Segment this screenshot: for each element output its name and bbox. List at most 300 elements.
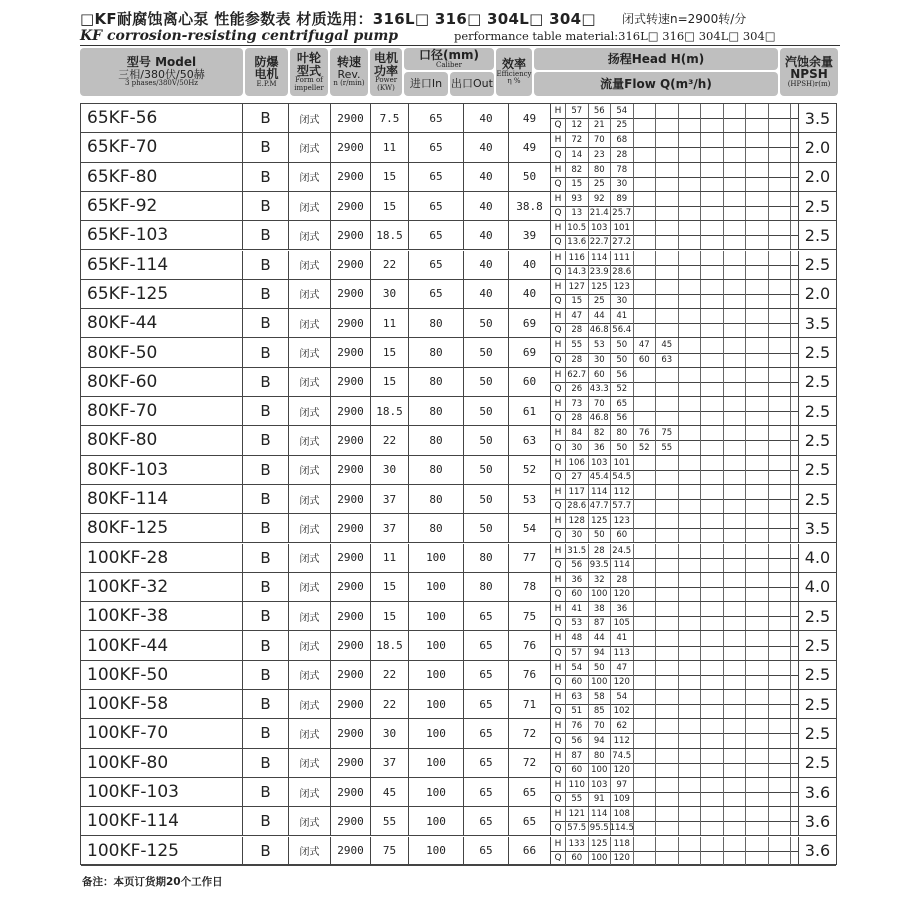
head-values [551,338,798,353]
rev-cell: 2900 [331,104,371,132]
rev-cell: 2900 [331,485,371,513]
flow-value [701,382,724,396]
flow-label: Q [551,323,566,337]
head-label: H [551,837,566,851]
flow-value: 47.7 [589,499,612,513]
flow-value [769,206,792,220]
model-cell: 100KF-114 [81,807,243,835]
flow-value [656,528,679,542]
epm-cell: B [243,514,289,542]
head-value [656,309,679,323]
head-value: 65 [611,397,634,411]
flow-value [701,323,724,337]
flow-value [701,206,724,220]
flow-value: 63 [656,353,679,367]
efficiency-cell: 66 [509,837,551,865]
head-label: H [551,338,566,352]
head-label: H [551,397,566,411]
head-value: 70 [589,719,612,733]
flow-value: 55 [566,792,589,806]
flow-value [634,177,657,191]
flow-value [724,118,747,132]
flow-label: Q [551,851,566,865]
impeller-cell: 闭式 [289,749,331,777]
power-cell: 15 [371,573,409,601]
power-cell: 7.5 [371,104,409,132]
head-value: 63 [566,690,589,704]
flow-label: Q [551,675,566,689]
head-value [769,280,792,294]
epm-cell: B [243,719,289,747]
table-row [81,719,836,748]
rev-cell: 2900 [331,661,371,689]
head-value [769,163,792,177]
head-value [679,163,702,177]
impeller-cell: 闭式 [289,837,331,865]
flow-value [634,294,657,308]
flow-value [634,851,657,865]
flow-value [769,323,792,337]
flow-value [701,411,724,425]
flow-label: Q [551,147,566,161]
model-cell: 80KF-80 [81,426,243,454]
head-value [656,485,679,499]
model-cell: 100KF-44 [81,631,243,659]
head-value: 76 [566,719,589,733]
npsh-cell: 2.5 [804,430,831,450]
head-value [769,133,792,147]
flow-value [634,616,657,630]
outlet-cell: 50 [464,514,509,542]
flow-value [769,558,792,572]
epm-cell: B [243,544,289,572]
impeller-cell: 闭式 [289,719,331,747]
impeller-cell: 闭式 [289,485,331,513]
head-value [701,514,724,528]
head-value [724,251,747,265]
epm-cell: B [243,749,289,777]
flow-value [679,323,702,337]
flow-value [746,675,769,689]
head-value [679,719,702,733]
flow-value: 26 [566,382,589,396]
head-value: 50 [589,661,612,675]
flow-value [769,499,792,513]
flow-value [634,265,657,279]
head-value: 118 [611,837,634,851]
head-value [634,309,657,323]
head-label: H [551,192,566,206]
flow-value [724,499,747,513]
head-label: H [551,573,566,587]
flow-label: Q [551,792,566,806]
rev-cell: 2900 [331,514,371,542]
flow-value [724,265,747,279]
flow-value [679,294,702,308]
flow-value [701,294,724,308]
npsh-cell: 2.5 [804,606,831,626]
flow-value [634,792,657,806]
head-value [679,426,702,440]
head-value [634,456,657,470]
flow-value [746,294,769,308]
head-value [746,690,769,704]
flow-value [679,440,702,454]
head-value [634,280,657,294]
efficiency-cell: 49 [509,104,551,132]
model-cell: 65KF-103 [81,221,243,249]
head-flow-cell [551,631,799,659]
head-values [551,163,798,178]
efficiency-cell: 71 [509,690,551,718]
flow-label: Q [551,470,566,484]
outlet-cell: 65 [464,690,509,718]
head-values [551,192,798,207]
head-value [746,719,769,733]
efficiency-cell: 60 [509,368,551,396]
efficiency-cell: 39 [509,221,551,249]
head-value [769,221,792,235]
head-value [634,514,657,528]
head-values [551,426,798,441]
flow-value: 30 [611,177,634,191]
rev-cell: 2900 [331,837,371,865]
header-npsh: 汽蚀余量 NPSH (HPSH)r(m) [780,48,838,96]
rev-cell: 2900 [331,807,371,835]
flow-value [679,118,702,132]
flow-value [701,440,724,454]
header-model: 型号 Model 三相/380伏/50赫 3 phases/380V/50Hz [80,48,243,96]
head-value: 62 [611,719,634,733]
head-value: 111 [611,251,634,265]
flow-value [769,177,792,191]
head-value [724,338,747,352]
table-row [81,192,836,221]
head-value [656,397,679,411]
flow-value [701,851,724,865]
head-value [769,426,792,440]
flow-value: 60 [634,353,657,367]
outlet-cell: 40 [464,133,509,161]
flow-value [679,616,702,630]
flow-value: 120 [611,763,634,777]
epm-cell: B [243,426,289,454]
table-row [81,631,836,660]
table-row [81,251,836,280]
head-values [551,280,798,295]
head-value [769,690,792,704]
head-value [769,514,792,528]
impeller-cell: 闭式 [289,368,331,396]
inlet-cell: 100 [409,807,464,835]
head-value: 133 [566,837,589,851]
outlet-cell: 65 [464,807,509,835]
rev-cell: 2900 [331,690,371,718]
inlet-cell: 80 [409,309,464,337]
head-value: 108 [611,807,634,821]
flow-value [656,323,679,337]
flow-values [551,851,798,865]
head-label: H [551,631,566,645]
head-value [679,837,702,851]
power-cell: 45 [371,778,409,806]
head-value: 62.7 [566,368,589,382]
flow-label: Q [551,646,566,660]
flow-value: 113 [611,646,634,660]
flow-label: Q [551,177,566,191]
flow-value [656,646,679,660]
power-cell: 15 [371,368,409,396]
flow-label: Q [551,440,566,454]
rev-cell: 2900 [331,719,371,747]
head-value [769,719,792,733]
model-cell: 65KF-56 [81,104,243,132]
inlet-cell: 65 [409,104,464,132]
speed-condition: 闭式转速n=2900转/分 [622,12,747,26]
head-value [746,807,769,821]
flow-values [551,235,798,249]
model-cell: 65KF-80 [81,163,243,191]
head-flow-cell [551,514,799,542]
rev-cell: 2900 [331,544,371,572]
epm-cell: B [243,807,289,835]
head-value [724,573,747,587]
flow-value: 91 [589,792,612,806]
flow-value [679,733,702,747]
flow-value [746,528,769,542]
head-value [701,807,724,821]
impeller-cell: 闭式 [289,456,331,484]
head-value [679,573,702,587]
flow-value: 30 [566,528,589,542]
flow-values [551,704,798,718]
epm-cell: B [243,573,289,601]
flow-value: 25 [589,177,612,191]
flow-value [746,616,769,630]
flow-values [551,763,798,777]
head-value: 50 [611,338,634,352]
flow-value [724,792,747,806]
head-values [551,778,798,793]
head-value: 82 [566,163,589,177]
flow-value [679,265,702,279]
flow-value [746,118,769,132]
flow-value [769,118,792,132]
table-row [81,485,836,514]
head-value: 106 [566,456,589,470]
header-divider [80,45,840,46]
table-row [81,837,836,866]
head-value [634,837,657,851]
flow-value: 28 [566,323,589,337]
npsh-cell: 2.5 [804,723,831,743]
flow-value [724,411,747,425]
head-value [746,778,769,792]
flow-value [769,470,792,484]
head-value [679,778,702,792]
head-value [656,221,679,235]
head-value [679,661,702,675]
power-cell: 55 [371,807,409,835]
head-values [551,368,798,383]
flow-value [746,646,769,660]
npsh-cell: 4.0 [804,548,831,568]
rev-cell: 2900 [331,133,371,161]
head-value [724,544,747,558]
flow-values [551,440,798,454]
head-value: 56 [589,104,612,118]
head-value [769,807,792,821]
flow-value [769,763,792,777]
flow-value [701,763,724,777]
flow-label: Q [551,353,566,367]
head-value [679,485,702,499]
flow-values [551,616,798,630]
flow-value: 52 [611,382,634,396]
head-value [656,163,679,177]
head-value: 47 [634,338,657,352]
head-value [724,690,747,704]
head-value: 78 [611,163,634,177]
outlet-cell: 65 [464,778,509,806]
head-value [701,719,724,733]
flow-value [679,851,702,865]
outlet-cell: 65 [464,837,509,865]
head-value [724,631,747,645]
performance-table [80,103,837,865]
head-label: H [551,368,566,382]
head-value [746,368,769,382]
head-values [551,104,798,119]
head-label: H [551,485,566,499]
table-row [81,104,836,133]
flow-value: 60 [566,851,589,865]
flow-value [746,704,769,718]
head-flow-cell [551,338,799,366]
head-label: H [551,749,566,763]
flow-value: 95.5 [589,821,612,835]
head-value [746,837,769,851]
head-value [724,368,747,382]
rev-cell: 2900 [331,368,371,396]
flow-value: 51 [566,704,589,718]
epm-cell: B [243,631,289,659]
flow-value [634,147,657,161]
head-flow-cell [551,426,799,454]
power-cell: 22 [371,426,409,454]
flow-value: 36 [589,440,612,454]
npsh-cell: 2.5 [804,196,831,216]
flow-value [679,558,702,572]
inlet-cell: 100 [409,602,464,630]
flow-value [724,440,747,454]
flow-value [656,616,679,630]
head-flow-cell [551,485,799,513]
flow-value: 25 [611,118,634,132]
flow-values [551,177,798,191]
rev-cell: 2900 [331,602,371,630]
efficiency-cell: 69 [509,309,551,337]
head-flow-cell [551,573,799,601]
power-cell: 15 [371,602,409,630]
flow-label: Q [551,704,566,718]
head-value [769,485,792,499]
flow-value [701,646,724,660]
flow-value: 100 [589,851,612,865]
head-value [724,192,747,206]
head-value [769,778,792,792]
inlet-cell: 100 [409,749,464,777]
head-values [551,690,798,705]
efficiency-cell: 61 [509,397,551,425]
head-value [656,456,679,470]
power-cell: 22 [371,251,409,279]
flow-value: 60 [566,675,589,689]
npsh-cell: 3.6 [804,811,831,831]
flow-value: 23 [589,147,612,161]
flow-value [746,470,769,484]
flow-value [679,411,702,425]
power-cell: 18.5 [371,221,409,249]
model-cell: 80KF-103 [81,456,243,484]
flow-value: 23.9 [589,265,612,279]
flow-value [701,704,724,718]
power-cell: 30 [371,719,409,747]
head-value [701,221,724,235]
head-value [701,104,724,118]
head-values [551,719,798,734]
model-cell: 100KF-28 [81,544,243,572]
flow-label: Q [551,528,566,542]
head-value [634,719,657,733]
flow-label: Q [551,499,566,513]
flow-value [746,265,769,279]
head-value [701,690,724,704]
head-value [679,309,702,323]
outlet-cell: 50 [464,426,509,454]
flow-value [634,558,657,572]
flow-values [551,733,798,747]
table-row [81,690,836,719]
head-value: 54 [566,661,589,675]
head-value [724,661,747,675]
head-value: 60 [589,368,612,382]
flow-value: 60 [566,587,589,601]
head-value: 57 [566,104,589,118]
flow-value [634,382,657,396]
head-value [701,426,724,440]
head-value: 72 [566,133,589,147]
head-value [701,778,724,792]
flow-value [746,558,769,572]
flow-value: 22.7 [589,235,612,249]
table-row [81,280,836,309]
head-value: 41 [611,631,634,645]
flow-value: 25.7 [611,206,634,220]
head-value: 76 [634,426,657,440]
head-value [634,807,657,821]
head-value [634,690,657,704]
head-value [701,397,724,411]
rev-cell: 2900 [331,749,371,777]
flow-value [746,411,769,425]
flow-value [701,118,724,132]
flow-value [701,675,724,689]
outlet-cell: 65 [464,602,509,630]
efficiency-cell: 49 [509,133,551,161]
flow-values [551,792,798,806]
flow-value [746,499,769,513]
